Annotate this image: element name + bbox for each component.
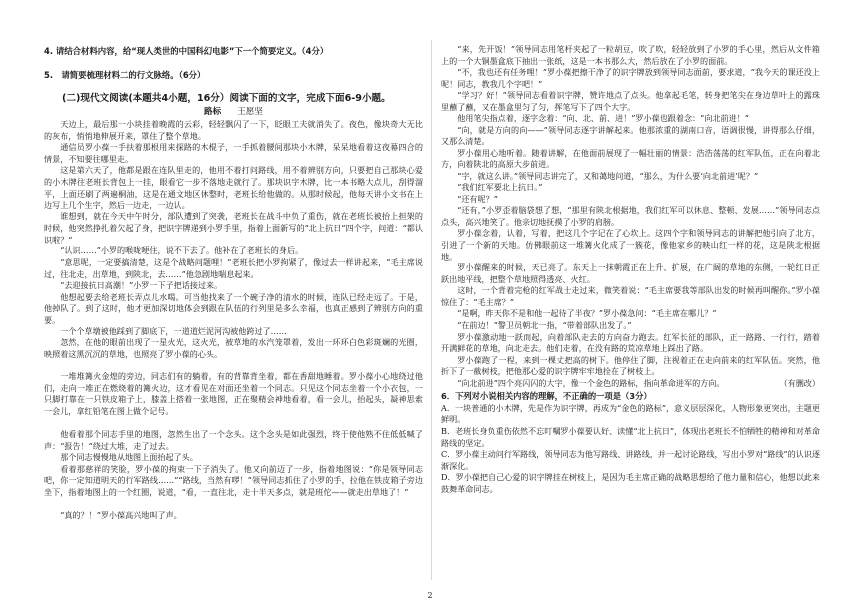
option-d: D．罗小葆把自己心爱的识字牌挂在树枝上，是因为毛主席正确的战略思想给了他力量和信心，他想以此来鼓舞革命同志。 [441, 472, 820, 494]
left-column [44, 46, 423, 521]
paragraph-last [441, 378, 820, 390]
paragraph: 通信员罗小葆一手扶着那根用来探路的木棍子，一手抓着腰间那块小木牌，呆呆地看着这夜幕四合的情景，不知要往哪里走。 [44, 142, 423, 164]
option-a: A．一块普通的小木牌，先是作为识字牌，再成为“金色的路标”，意义层层深化，人物形象更突出，主题更鲜明。 [441, 402, 820, 425]
paragraph: “字，就这么讲。”领导同志讲完了，又和蔼地问道，“那么，为什么要‘向北前进’呢？” [457, 170, 759, 181]
paragraph-text: “向北前进”四个亮闪闪的大字，像一个金色的路标，指向革命进军的方向。 [457, 377, 725, 388]
paragraph: “在前边！”警卫员朝北一指，“带着部队出发了。” [457, 319, 632, 330]
story-title: 路标 [204, 106, 222, 117]
option-b: B．老班长身负重伤依然不忘叮嘱罗小葆要认好、读懂“北上抗日”，体现出老班长不怕牺牲的精神和对革命路线的坚定。 [441, 425, 820, 448]
paragraph: 谁想到，就在今天中午时分，部队遭到了突袭，老班长在战斗中负了重伤，就在老班长被抬上担架的时候，他突然挣扎着欠起了身，把识字牌递到小罗手里，指着上面新写的“北上抗日”四个字，问道：“都认识啦？” [44, 211, 423, 245]
page-number: 2 [427, 591, 433, 600]
paragraph: 罗小葆念着，认着，写着，把这几个字记在了心坎上。这四个字和领导同志的讲解把他引向了北方，引进了一个新的天地。仿佛眼前这一堆篝火化成了一簇花，像他家乡的映山红一样的花，这是陕北根据地。 [441, 228, 820, 262]
paragraph: 罗小葆激动地一跃而起，向着部队走去的方向奋力跑去。红军长征的部队，正一路路、一行行，踏着开满鲜花的草地，向北走去。他们走着，在没有路的荒凉草地上踩出了路。 [441, 331, 820, 354]
paragraph: “去迎接抗日高潮！”小罗一下子把话接过来。 [60, 279, 223, 290]
paragraph: 那个同志慢慢地从地图上面抬起了头。 [60, 452, 198, 463]
story-author: 王愿坚 [237, 106, 263, 117]
paragraph: “不，我也还有任务哩！”罗小葆把擦干净了的识字牌放到领导同志面前，要求道，“我今天的课还没上呢！同志，教我几个字吧！” [441, 67, 820, 89]
paragraph: “意思呢，一定要搞清楚，这是个战略问题哩！”老班长把小罗拘紧了，像过去一样讲起来，“毛主席说过，往北走，出草地，到陕北，去……”他急剧地喘息起来。 [44, 256, 423, 279]
paragraph: 天边上，最后那一小块挂着晚霞的云彩，轻轻飘闪了一下，眨眼工夫就消失了。夜色，像块奇大无比的灰布，悄悄地伸展开来，罩住了整个草地。 [44, 119, 423, 141]
right-column [441, 44, 820, 496]
paragraph: 他想起要去给老班长弄点儿水喝。可当他找来了一个碗子净的清水的时候，连队已经走远了。于是，他掉队了。到了这时，他才更加深切地体会到跟在队伍的行列里是多么幸福，也真正感到了辨别方向的重要。 [44, 291, 423, 325]
paragraph: “是啊，昨天你不是和他一起待了半夜？”罗小葆急问：“毛主席在哪儿？” [457, 308, 717, 319]
paragraph: 罗小葆跑了一程，来到一棵丈把高的树下。他停住了脚，注视着正在走向前来的红军队伍。突然，他折下了一截树枝，把他那心爱的识字牌牢牢地拴在了树枝上。 [441, 354, 820, 377]
paragraph: 罗小葆用心地听着。随着讲解，在他面前展现了一幅壮丽的情景：浩浩荡荡的红军队伍，正在向着北方，向着陕北的高原大步前进。 [441, 147, 820, 170]
paragraph: “来，先开饭！”领导同志用笔杆夹起了一粒胡豆，吹了吹，轻轻放到了小罗的手心里，然后从文件箱上的一个大铜墨盒底下抽出一张纸，这是一本书那么大，然后放在了小罗的面前。 [441, 44, 820, 66]
paragraph: 一堆堆篝火金煌的旁边，同志们有的躺着，有的背靠背坐着，都在香甜地睡着。罗小葆小心地绕过他们，走向一堆正在燃烧着的篝火边，这才看见在对面还坐着一个同志。只见这个同志坐着一个小衣包，一只脚打靠在一只铁皮箱子上，膝盖上搭着一张地图，正在聚精会神地看着，看一会儿，抬起头，凝神思索一会儿，拿红铅笔在图上做个记号。 [44, 371, 423, 416]
question-6: 6．下列对小说相关内容的理解，不正确的一项是（3分） [441, 391, 652, 402]
paragraph: “我们红军要北上抗日。” [457, 182, 543, 193]
paragraph: “还有，”小罗歪着脑袋想了想，“那里有陕北根据地，我们红军可以休息、整顿、发展……”领导同志点点头，高兴地笑了。他亲切地抚摸了小罗的肩膀。 [441, 205, 820, 227]
column-divider [431, 40, 432, 580]
paragraph: 看着那慈祥的笑脸，罗小葆的拘束一下子消失了。他又向前迈了一步，指着地图说：“你是领导同志吧，你一定知道明天的行军路线……”“路线，当然有啰！”领导同志抓住了小罗的手，拉他在铁皮箱子旁边坐下，指着地图上的一个红圈，说道，“看，一直往北，走十半天多点，就是班佗——就走出草地了！” [44, 463, 423, 497]
paragraph: 这是第六天了，他都是跟在连队里走的，他用不着打问路线，用不着辨别方向，只要把自己那块心爱的小木牌往老班长背包上一挂，眼看它一步不落地走就行了。那块识字木牌，比一本书略大点儿，刮得溜平，上面还刷了两遍桐油，这是在通文地区休整时，老班长给他做的。从那时候起，他每天讲小文书在上边写上几个生字，然后一边走，一边认。 [44, 165, 423, 211]
paragraph: “真的？！”罗小葆高兴地叫了声。 [60, 509, 182, 520]
paragraph: “学习？好！”领导同志看着识字牌，赞许地点了点头。他拿起毛笔，转身把笔尖在身边草叶上的露珠里蘸了蘸，又在墨盒里匀了匀，挥笔写下了四个大字。 [441, 90, 820, 112]
paragraph: “认识……”小罗的喉咙哽住，说不下去了。他补在了老班长的身后。 [60, 245, 304, 256]
option-c: C．罗小葆主动问行军路线，领导同志为他写路线、讲路线，并一起讨论路线，写出小罗对“路线”的认识逐渐深化。 [441, 449, 820, 471]
paragraph: 罗小葆醒来的时候，天已亮了。东天上一抹朝霞正在上升、扩展，在广阔的草地的东侧，一轮红日正跃出地平线，把整个草地照得透亮、火红。 [441, 262, 820, 284]
source-note: （有删改） [779, 377, 820, 388]
paragraph: 他用笔尖指点着，逐字念着：“向、北、前、进！”罗小葆也跟着念：“向北前进！” [457, 113, 749, 123]
story-heading [44, 107, 423, 119]
paragraph: “还有呢？” [457, 193, 498, 204]
paragraph: 他看着那个同志手里的地图，忽然生出了一个念头。这个念头是如此强烈，终于使他熟不住低低喊了声：“报告！”绕过大堆，走了过去。 [44, 429, 423, 451]
section-title: (二)现代文阅读(本题共4小题，16分）阅读下面的文字，完成下面6-9小题。 [62, 93, 391, 105]
question-4: 4. 请结合材料内容，给“现人类世的中国科幻电影”下一个简要定义。（4分） [44, 46, 329, 56]
question-5: 5. 请简要梳理材料二的行文脉络。（6分） [44, 69, 206, 80]
paragraph: 一个个草墩被他踩到了脚底下，一道道烂泥河沟被他跨过了…… [60, 325, 287, 336]
paragraph: 忽然，在他的眼前出现了一星火光，这火光，被草地的水汽笼罩着，发出一环环白色彩斑斓的光圈，映照着这黑沉沉的草地，也照亮了罗小葆的心头。 [44, 337, 423, 359]
paragraph: 这时，一个背着完枪的红军战士走过来，微笑着说：“毛主席要我等部队出发的时候再叫醒你。”罗小葆惊住了：“毛主席？” [441, 285, 820, 307]
paragraph: “向，就是方向的向——”领导同志逐字讲解起来。他那浓重的湖南口音，语调很慢，讲得那么仔细，又那么清楚。 [441, 124, 820, 147]
